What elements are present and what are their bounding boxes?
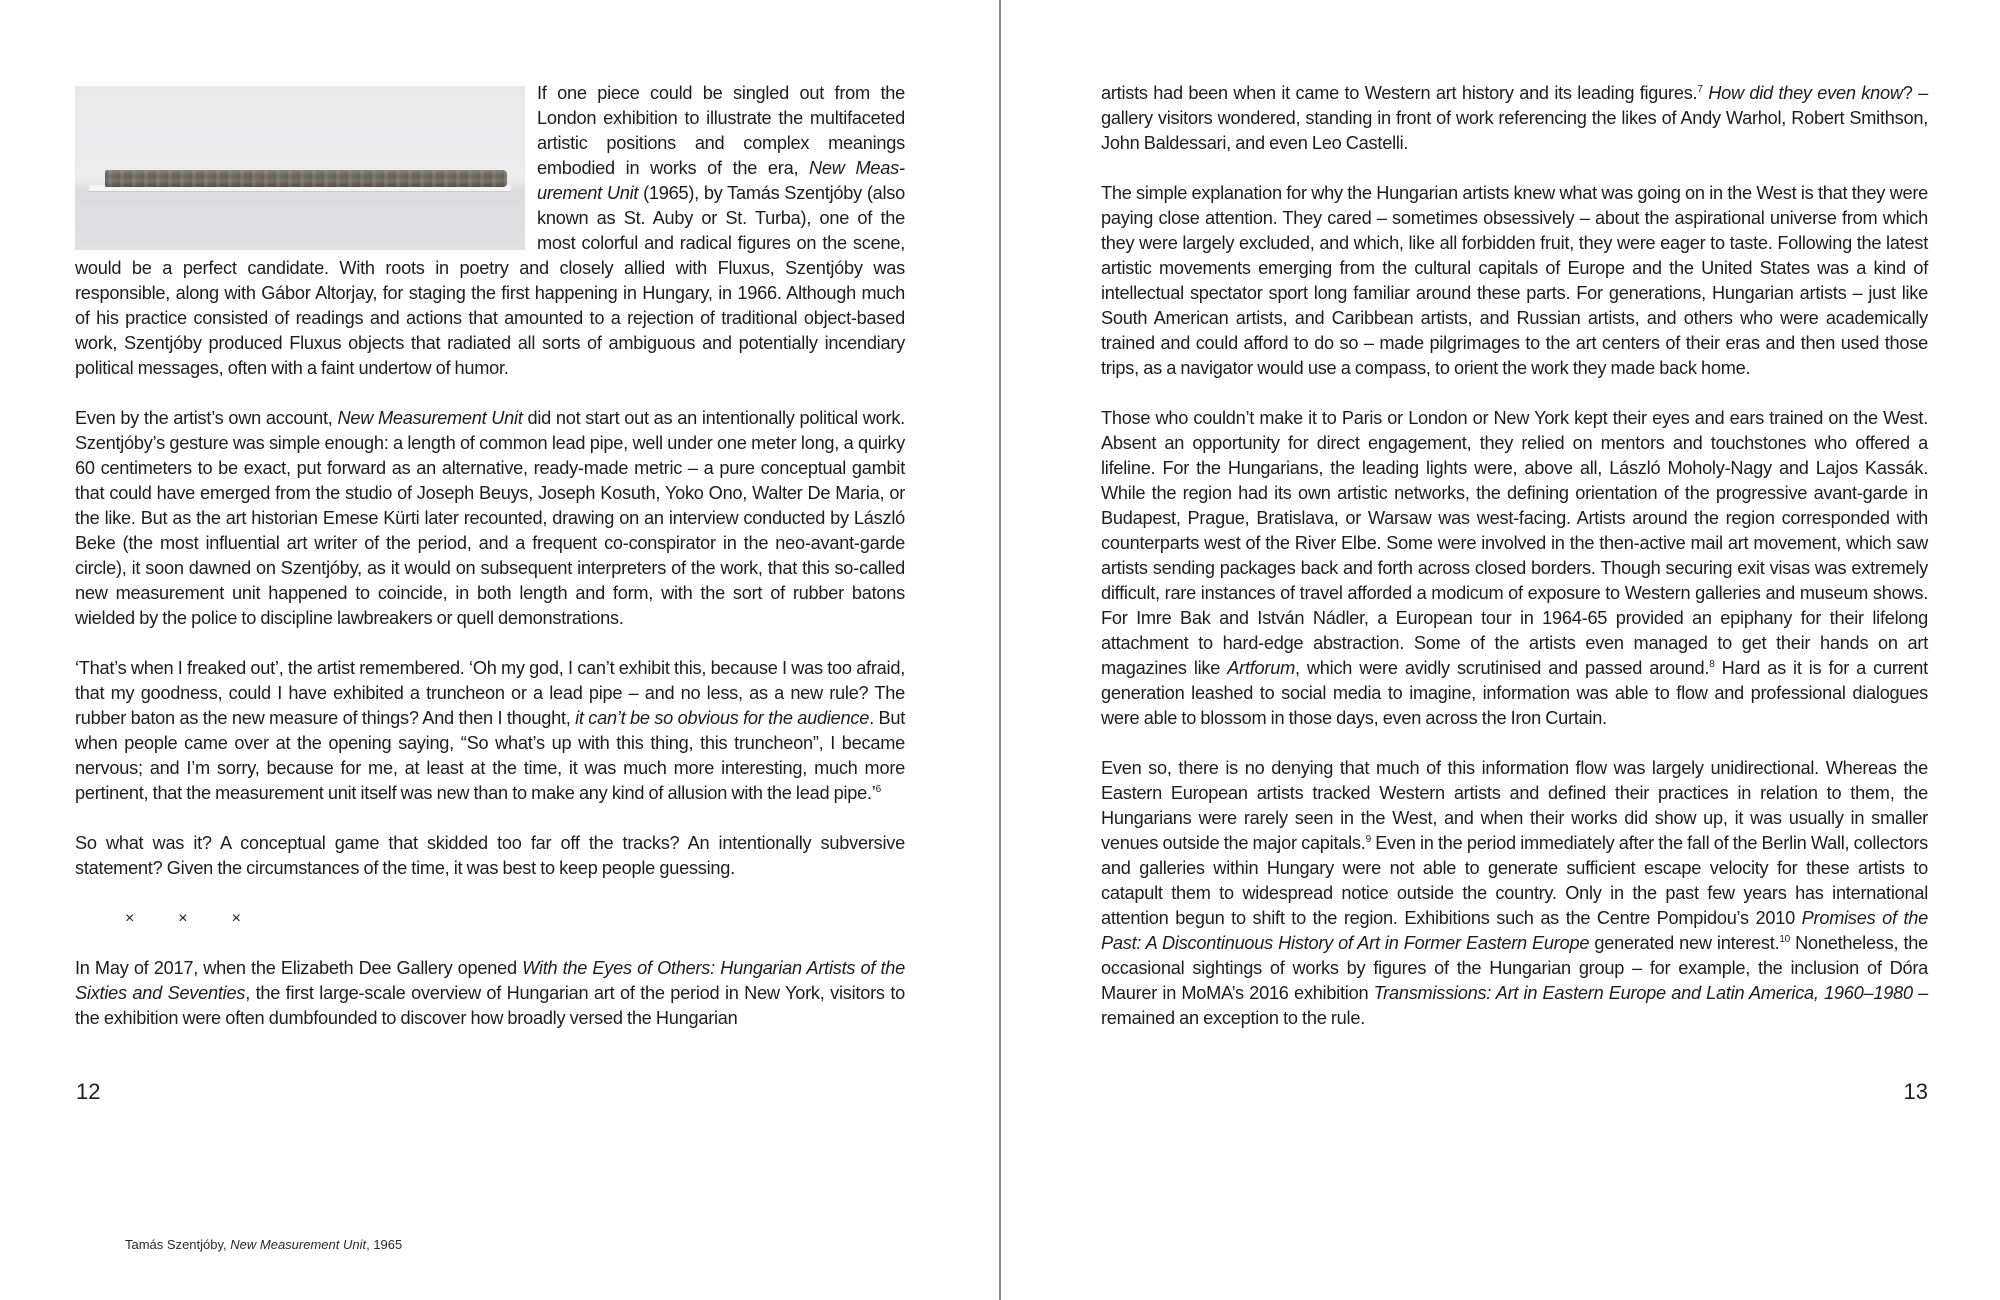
right-page — [1001, 0, 2000, 1300]
italic-title: New Measurement Unit — [537, 158, 906, 203]
text: (1965), by Tamás Szentjóby (also known as St. Auby or St. Turba), one of the most colorful and radical figures on the scene, would be a perfect candidate. With roots in poetry and closely allied with Fluxus, Szentjóby was responsible, along with Gábor Altorjay, for staging the first happening in Hungary, in 1966. Although much of his practice consisted of readings and actions that amounted to a rejection of traditional object-based work, Szentjóby produced Fluxus objects that radiated all sorts of ambiguous and potentially incendiary political messages, often with a faint undertow of humor. — [75, 183, 905, 378]
text: did not start out as an intentionally political work. Szentjóby’s gesture was simple enough: a length of common lead pipe, well under one meter long, a quirky 60 centimeters to be exact, put forward as an alternative, ready-made metric – a pure conceptual gambit that could have emerged from the studio of Joseph Beuys, Joseph Kosuth, Yoko Ono, Walter De Maria, or the like. But as the art historian Emese Kürti later recounted, drawing on an interview conducted by László Beke (the most influential art writer of the period, and a frequent co-conspirator in the neo-avant-garde circle), it soon dawned on Szentjóby, as it would on subsequent interpreters of the work, that this so-called new measurement unit happened to coincide, in both length and form, with the sort of rubber batons wielded by the police to discipline lawbreakers or quell demonstrations. — [75, 408, 905, 628]
text: If one piece could be singled out from the London exhibition to illustrate the multifaceted artistic positions and complex meanings embodied in works of the era, — [537, 83, 905, 178]
caption-title: New Measurement Unit — [230, 1237, 367, 1252]
text: Even so, there is no denying that much of this information flow was largely unidirectional. Whereas the Eastern European artists tracked Western artists and defined their practices in relation to them, the Hungarians were rarely seen in the West, and when their works did show up, it was usually in smaller venues outside the major capitals. — [1101, 758, 1928, 853]
right-text-column — [1101, 81, 1928, 1031]
footnote-ref: 7 — [1697, 83, 1703, 95]
paragraph — [75, 406, 905, 631]
caption-year: , 1965 — [366, 1237, 403, 1252]
figure-new-measurement-unit — [75, 86, 525, 250]
text: Nonetheless, the occasional sightings of works by figures of the Hungarian group – for example, the inclusion of Dóra Maurer in MoMA’s 2016 exhibition — [1101, 933, 1928, 1003]
paragraph — [1101, 756, 1928, 1031]
paragraph — [75, 656, 905, 806]
page-number-left: 12 — [76, 1079, 101, 1104]
paragraph — [1101, 81, 1928, 156]
italic-title: With the Eyes of Others: Hungarian Artists of the Sixties and Seventies — [75, 958, 905, 1003]
italic-quote: it can’t be so obvious for the audience — [575, 708, 870, 728]
paragraph — [75, 956, 905, 1031]
footnote-ref: 6 — [875, 783, 881, 795]
paragraph — [75, 831, 905, 881]
text: In May of 2017, when the Elizabeth Dee Gallery opened — [75, 958, 523, 978]
text: ? – gallery visitors wondered, standing in front of work referencing the likes of Andy Warhol, Robert Smithson, John Baldessari, and even Leo Castelli. — [1101, 83, 1928, 153]
left-text-column — [75, 81, 905, 1031]
text: The simple explanation for why the Hungarian artists knew what was going on in the West is that they were paying close attention. They cared – sometimes obsessively – about the aspirational universe from which they were largely excluded, and which, like all forbidden fruit, they were eager to taste. Following the latest artistic movements emerging from the cultural capitals of Europe and the United States was a kind of intellectual spectator sport long familiar around these parts. For generations, Hungarian artists – just like South American artists, and Caribbean artists, and Russian artists, and others who were academically trained and could afford to do so – made pilgrimages to the art centers of their eras and then used those trips, as a navigator would use a compass, to orient the work they made back home. — [1101, 183, 1928, 378]
text: – remained an exception to the rule. — [1101, 983, 1928, 1028]
italic-question: How did they even know — [1702, 83, 1903, 103]
figure-caption — [125, 1236, 402, 1254]
text: generated new interest. — [1589, 933, 1780, 953]
italic-title: New Measurement Unit — [337, 408, 523, 428]
section-separator: × × × — [125, 910, 261, 927]
text: Hard as it is for a current generation leashed to social media to imagine, information was able to flow and professional dialogues were able to blossom in those days, even across the Iron Curtain. — [1101, 658, 1928, 728]
footnote-ref: 9 — [1365, 833, 1371, 845]
text: artists had been when it came to Western art history and its leading figures. — [1101, 83, 1698, 103]
text: , which were avidly scrutinised and passed around. — [1294, 658, 1710, 678]
caption-artist: Tamás Szentjóby, — [125, 1237, 231, 1252]
italic-title: Promises of the Past: A Discontinuous History of Art in Former Eastern Europe — [1101, 908, 1929, 953]
text: . But when people came over at the opening saying, “So what’s up with this thing, this truncheon”, I became nervous; and I’m sorry, because for me, at least at the time, it was much more interesting, much more pertinent, that the measurement unit itself was new than to make any kind of allusion with the lead pipe.’ — [75, 708, 906, 803]
left-page — [0, 0, 999, 1300]
footnote-ref: 10 — [1779, 933, 1790, 945]
lead-pipe-photo-icon — [105, 170, 507, 187]
text: Even in the period immediately after the fall of the Berlin Wall, collectors and galleries within Hungary were not able to generate sufficient escape velocity for these artists to catapult them to widespread notice outside the country. Only in the past few years has international attention begun to shift to the region. Exhibitions such as the Centre Pompidou’s 2010 — [1101, 833, 1928, 928]
text: Even by the artist’s own account, — [75, 408, 338, 428]
page-number-right: 13 — [1903, 1079, 1928, 1104]
text: So what was it? A conceptual game that skidded too far off the tracks? An intentionally subversive statement? Given the circumstances of the time, it was best to keep people guessing. — [75, 833, 905, 878]
paragraph — [1101, 406, 1928, 731]
text: , the first large-scale overview of Hungarian art of the period in New York, visitors to the exhibition were often dumbfounded to discover how broadly versed the Hungarian — [75, 983, 905, 1028]
italic-title: Transmissions: Art in Eastern Europe and Latin America, 1960–1980 — [1373, 983, 1913, 1003]
text: Those who couldn’t make it to Paris or London or New York kept their eyes and ears trained on the West. Absent an opportunity for direct engagement, they relied on mentors and touchstones who offered a lifeline. For the Hungarians, the leading lights were, above all, László Moholy-Nagy and Lajos Kassák. While the region had its own artistic networks, the defining orientation of the progressive avant-garde in Budapest, Prague, Bratislava, or Warsaw was west-facing. Artists around the region corresponded with counterparts west of the River Elbe. Some were involved in the then-active mail art movement, which saw artists sending packages back and forth across closed borders. Though securing exit visas was extremely difficult, rare instances of travel afforded a modicum of exposure to Western galleries and museum shows. For Imre Bak and István Nádler, a European tour in 1964-65 provided an epiphany for their lifelong attachment to hard-edge abstraction. Some of the artists even managed to get their hands on art magazines like — [1101, 408, 1928, 678]
paragraph — [1101, 181, 1928, 381]
footnote-ref: 8 — [1709, 658, 1715, 670]
text: ‘That’s when I freaked out’, the artist remembered. ‘Oh my god, I can’t exhibit this, because I was too afraid, that my goodness, could I have exhibited a truncheon or a lead pipe – and no less, as a new rule? The rubber baton as the new measure of things? And then I thought, — [75, 658, 905, 728]
italic-title: Artforum — [1227, 658, 1295, 678]
